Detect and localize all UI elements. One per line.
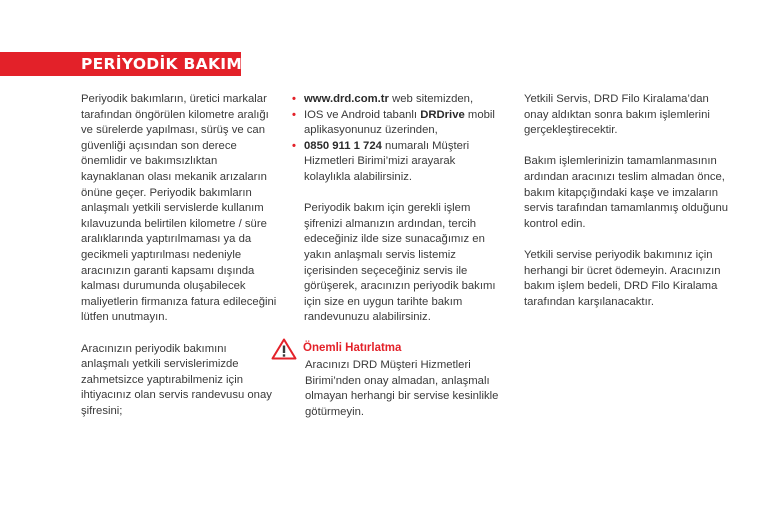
- paragraph-no-payment: Yetkili servise periyodik bakımınız için herhangi bir ücret ödemeyin. Aracınızın bakım işlem bedeli, DRD Filo Kiralama tarafından karşılanacaktır.: [524, 248, 721, 308]
- page-title: PERİYODİK BAKIM: [81, 55, 243, 73]
- channel-list: [292, 92, 502, 186]
- list-item: [292, 92, 502, 108]
- bullet-icon: •: [292, 93, 296, 105]
- bullet-icon: •: [292, 108, 296, 121]
- column-middle: [292, 92, 502, 326]
- paragraph-code-request: Aracınızın periyodik bakımını anlaşmalı yetkili servislerimizde zahmetsizce yaptırabilmeniz için ihtiyacınız olan servis randevusu onay şifresini;: [81, 342, 272, 417]
- list-item-text: web sitemizden,: [388, 93, 474, 105]
- column-right: [524, 92, 729, 310]
- paragraph-service-approval: Yetkili Servis, DRD Filo Kiralama’dan onay aldıktan sonra bakım işlemlerini gerçekleştirecektir.: [524, 93, 710, 137]
- list-item-text: mobil aplikasyonunuz üzerinden,: [304, 108, 495, 137]
- list-item: [292, 139, 502, 186]
- warning-triangle-icon: [271, 338, 297, 360]
- list-item-text: IOS ve Android tabanlı: [304, 108, 421, 121]
- notice-title: Önemli Hatırlatma: [303, 342, 402, 354]
- bullet-icon: •: [292, 139, 296, 152]
- section-banner: [0, 52, 241, 76]
- list-item-text: numaralı Müşteri Hizmetleri Birimi’mizi arayarak kolaylıkla alabilirsiniz.: [304, 139, 470, 183]
- website-link[interactable]: www.drd.com.tr: [304, 93, 389, 105]
- paragraph-check-stamps: Bakım işlemlerinizin tamamlanmasının ardından aracınızı teslim almadan önce, bakım kitapçığındaki kaşe ve imzaların servis tarafından tamamlanmış olduğunu kontrol edin.: [524, 155, 729, 230]
- column-left: [81, 92, 277, 419]
- list-item: [292, 108, 502, 139]
- notice-body: Aracınızı DRD Müşteri Hizmetleri Birimi’nden onay almadan, anlaşmalı olmayan herhangi bir servise kesinlikle götürmeyin.: [305, 359, 499, 418]
- paragraph-intro: Periyodik bakımların, üretici markalar tarafından öngörülen kilometre aralığı ve sürelerde yapılması, sürüş ve can güvenliği açısından son derece önemlidir ve bakımsızlıktan kaynaklanan olası mekanik arızaların önüne geçer. Periyodik bakımların anlaşmalı yetkili servislerde kullanım kılavuzunda belirtilen kilometre / süre aralıklarında yaptırılmaması ya da gecikmeli yaptırılması nedeniyle aracınızın garanti kapsamı dışında kalması durumunda oluşabilecek maliyetlerin firmanıza fatura edileceğini lütfen unutmayın.: [81, 93, 277, 324]
- phone-number[interactable]: 0850 911 1 724: [304, 139, 382, 152]
- paragraph-appointment: Periyodik bakım için gerekli işlem şifrenizi almanızın ardından, tercih edeceğiniz ilde size sunacağımız en yakın anlaşmalı servis listemiz içerisinden seçeceğiniz servis ile görüşerek, aracınızın periyodik bakımı için size en uygun tarihte bakım randevunuzu alabilirsiniz.: [304, 202, 496, 324]
- app-name: DRDrive: [420, 108, 465, 121]
